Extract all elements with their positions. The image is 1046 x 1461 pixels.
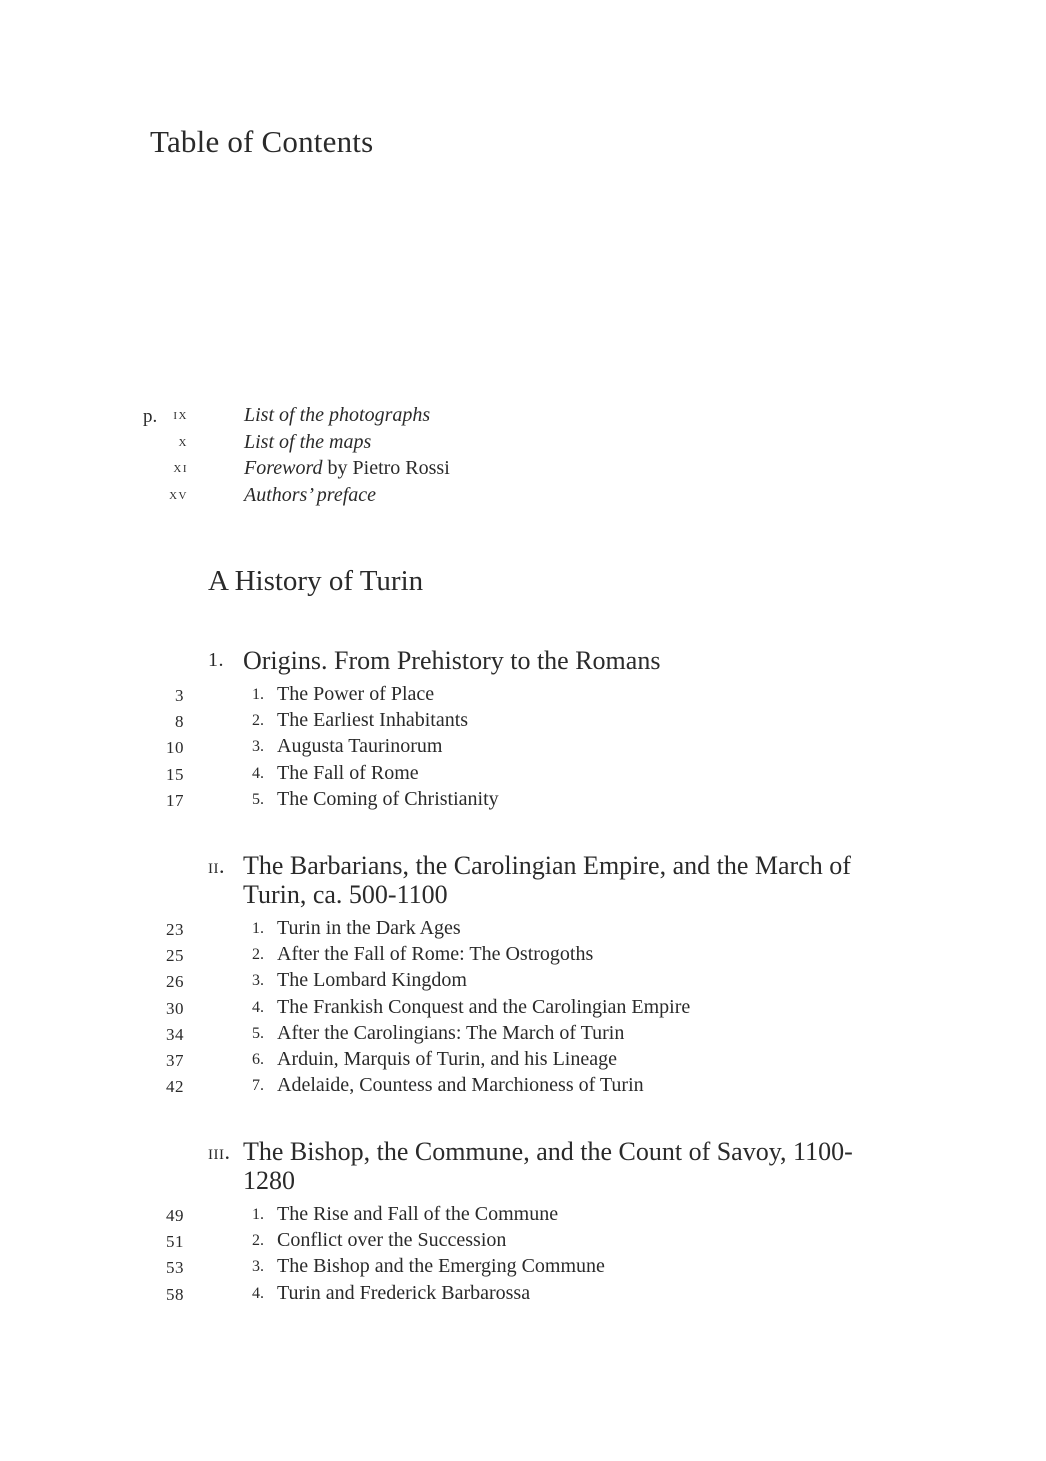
chapter-number: 1. bbox=[208, 649, 224, 671]
section-item[interactable] bbox=[0, 733, 1046, 759]
section-title: The Frankish Conquest and the Carolingian Empire bbox=[277, 995, 691, 1018]
section-title: Turin in the Dark Ages bbox=[277, 917, 461, 939]
entry-title-rest: by Pietro Rossi bbox=[322, 457, 450, 479]
section-number: 1. bbox=[252, 1206, 264, 1223]
chapter-title: Origins. From Prehistory to the Romans bbox=[243, 646, 661, 675]
section-title: Conflict over the Succession bbox=[277, 1229, 507, 1252]
page-number: 58 bbox=[166, 1284, 184, 1304]
section-item[interactable] bbox=[0, 994, 1046, 1020]
section-item[interactable] bbox=[0, 1072, 1046, 1098]
section-item[interactable] bbox=[0, 1227, 1046, 1253]
page-number: 30 bbox=[166, 998, 184, 1018]
section-number: 3. bbox=[252, 972, 264, 990]
section-title: Augusta Taurinorum bbox=[277, 735, 443, 758]
section-number: 7. bbox=[252, 1077, 264, 1095]
section-item[interactable] bbox=[0, 760, 1046, 786]
section-title: The Earliest Inhabitants bbox=[277, 709, 469, 732]
front-matter-list bbox=[0, 404, 1046, 510]
front-matter-item[interactable] bbox=[0, 431, 1046, 458]
chapter-number: iii. bbox=[208, 1139, 231, 1164]
chapter-2 bbox=[0, 851, 1046, 1098]
entry-title-italic: Authors’ preface bbox=[244, 483, 377, 506]
entry-title bbox=[244, 484, 376, 507]
entry-title bbox=[244, 431, 371, 454]
section-number: 2. bbox=[252, 946, 264, 964]
section-number: 3. bbox=[252, 738, 264, 756]
page-number: 8 bbox=[175, 712, 184, 732]
page-title: Table of Contents bbox=[150, 124, 374, 159]
section-number: 2. bbox=[252, 1232, 264, 1250]
page-prefix: p. bbox=[143, 406, 158, 427]
section-item[interactable] bbox=[0, 1046, 1046, 1072]
section-title: The Bishop and the Emerging Commune bbox=[277, 1255, 605, 1278]
section-title: After the Carolingians: The March of Turin bbox=[277, 1021, 625, 1044]
chapter-number: ii. bbox=[208, 853, 225, 878]
chapter-title: The Barbarians, the Carolingian Empire, and the March of Turin, ca. 500-1100 bbox=[243, 851, 851, 909]
section-title: The Lombard Kingdom bbox=[277, 969, 467, 992]
section-number: 3. bbox=[252, 1258, 264, 1276]
section-list bbox=[0, 1201, 1046, 1306]
page-number: 51 bbox=[166, 1232, 184, 1252]
section-item[interactable] bbox=[0, 941, 1046, 967]
front-matter-item[interactable] bbox=[0, 404, 1046, 431]
section-item[interactable] bbox=[0, 1201, 1046, 1227]
page-number: 23 bbox=[166, 920, 184, 939]
section-item[interactable] bbox=[0, 786, 1046, 812]
entry-title-italic: List of the maps bbox=[244, 430, 372, 453]
entry-title-italic: List of the photographs bbox=[244, 404, 431, 426]
front-matter-item[interactable] bbox=[0, 484, 1046, 511]
entry-title-italic: Foreword bbox=[244, 457, 323, 479]
page-number: 25 bbox=[166, 946, 184, 966]
chapter-3 bbox=[0, 1137, 1046, 1306]
section-title: Arduin, Marquis of Turin, and his Lineage bbox=[277, 1047, 617, 1070]
section-number: 2. bbox=[252, 712, 264, 730]
page-number: 37 bbox=[166, 1050, 184, 1070]
section-number: 1. bbox=[252, 920, 264, 937]
entry-title bbox=[244, 404, 430, 427]
page-number: 10 bbox=[166, 738, 184, 758]
section-item[interactable] bbox=[0, 1280, 1046, 1306]
page-number: x bbox=[178, 433, 188, 450]
section-title: Turin and Frederick Barbarossa bbox=[277, 1281, 531, 1304]
page-number: 53 bbox=[166, 1258, 184, 1278]
page-number: ix bbox=[173, 407, 188, 423]
section-number: 1. bbox=[252, 686, 264, 703]
section-number: 5. bbox=[252, 1024, 264, 1042]
page-number: 34 bbox=[166, 1024, 184, 1044]
page-number: 3 bbox=[175, 686, 184, 705]
section-list bbox=[0, 681, 1046, 812]
page-number: 42 bbox=[166, 1077, 184, 1097]
section-title: The Power of Place bbox=[277, 683, 435, 705]
section-title: The Coming of Christianity bbox=[277, 787, 499, 810]
page-number: 49 bbox=[166, 1206, 184, 1225]
page-number: 15 bbox=[166, 764, 184, 784]
section-item[interactable] bbox=[0, 681, 1046, 707]
page-number: xv bbox=[169, 486, 188, 503]
section-number: 4. bbox=[252, 764, 264, 782]
chapter-1 bbox=[0, 646, 1046, 812]
chapter-title: The Bishop, the Commune, and the Count of Savoy, 1100-1280 bbox=[243, 1137, 853, 1195]
section-title: The Fall of Rome bbox=[277, 761, 419, 784]
section-title: Adelaide, Countess and Marchioness of Turin bbox=[277, 1074, 644, 1097]
section-item[interactable] bbox=[0, 707, 1046, 733]
page-number: xi bbox=[173, 460, 188, 476]
section-number: 6. bbox=[252, 1050, 264, 1068]
chapter-heading[interactable] bbox=[0, 851, 903, 909]
page-number: 26 bbox=[166, 972, 184, 992]
section-number: 4. bbox=[252, 998, 264, 1016]
section-number: 4. bbox=[252, 1284, 264, 1302]
section-title: The Rise and Fall of the Commune bbox=[277, 1203, 559, 1225]
section-title: After the Fall of Rome: The Ostrogoths bbox=[277, 943, 594, 966]
page-number: 17 bbox=[166, 790, 184, 810]
section-number: 5. bbox=[252, 790, 264, 808]
chapter-heading[interactable] bbox=[0, 1137, 903, 1195]
section-item[interactable] bbox=[0, 1253, 1046, 1279]
section-list bbox=[0, 915, 1046, 1098]
entry-title bbox=[244, 457, 450, 480]
section-item[interactable] bbox=[0, 1020, 1046, 1046]
section-item[interactable] bbox=[0, 967, 1046, 993]
front-matter-item[interactable] bbox=[0, 457, 1046, 484]
chapter-heading[interactable] bbox=[0, 646, 903, 675]
section-item[interactable] bbox=[0, 915, 1046, 941]
part-title: A History of Turin bbox=[208, 565, 424, 597]
